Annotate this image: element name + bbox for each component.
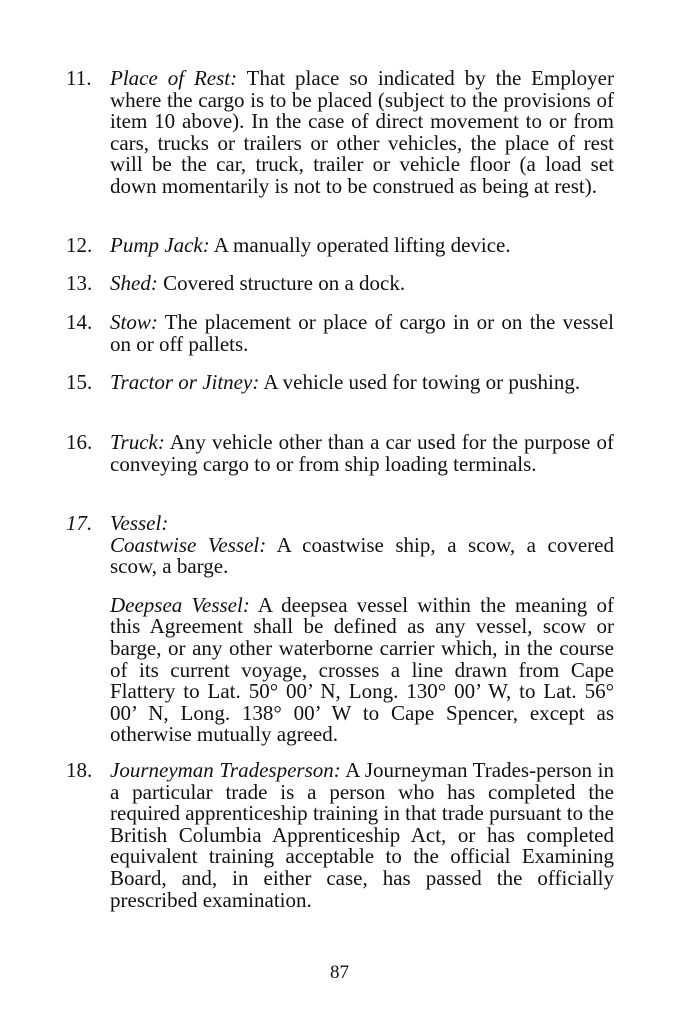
- term: Shed:: [110, 271, 158, 295]
- term: Place of Rest:: [110, 66, 238, 90]
- definition-text: Any vehicle other than a car used for the purpose of conveying cargo to or from ship loading terminals.: [110, 430, 615, 476]
- definition-item-12: [66, 235, 614, 257]
- item-number: 12.: [66, 233, 93, 257]
- definition-item-14: [66, 312, 614, 355]
- definition-text: A manually operated lifting device.: [213, 233, 511, 257]
- sub-definition-deepsea: [110, 592, 614, 747]
- term: Journeyman Tradesperson:: [110, 758, 341, 782]
- term: Truck:: [110, 430, 165, 454]
- sub-term: Deepsea Vessel:: [110, 592, 250, 617]
- definition-text: Covered structure on a dock.: [163, 271, 406, 295]
- item-number: 17.: [66, 511, 93, 535]
- definition-text: The placement or place of cargo in or on the vessel on or off pallets.: [110, 310, 614, 356]
- item-number: 18.: [66, 758, 93, 782]
- sub-definition-coastwise: [110, 532, 614, 579]
- term: Pump Jack:: [110, 233, 210, 257]
- definition-item-13: [66, 273, 614, 295]
- definition-text: A Journeyman Trades-person in a particular trade is a person who has completed the required apprenticeship training in that trade pursuant to the British Columbia Apprenticeship Act, or has completed equivalent training acceptable to the official Examining Board, and, in either case, has passed the officially prescribed examination.: [110, 758, 614, 912]
- definition-item-16: [66, 432, 614, 475]
- term: Vessel:: [110, 511, 169, 535]
- definition-item-15: [66, 372, 614, 394]
- sub-definition-text: A coastwise ship, a scow, a covered scow, a barge.: [110, 532, 614, 579]
- definition-item-18: [66, 760, 614, 911]
- sub-term: Coastwise Vessel:: [110, 532, 267, 557]
- page-number: 87: [330, 962, 349, 983]
- item-number: 16.: [66, 430, 93, 454]
- item-number: 14.: [66, 310, 93, 334]
- item-number: 13.: [66, 271, 93, 295]
- term: Tractor or Jitney:: [110, 370, 260, 394]
- term: Stow:: [110, 310, 158, 334]
- item-number: 15.: [66, 370, 93, 394]
- definition-text: That place so indicated by the Employer where the cargo is to be placed (subject to the provisions of item 10 above). In the case of direct movement to or from cars, trucks or trailers or other vehicles, the place of rest will be the car, truck, trailer or vehicle floor (a load set down momentarily is not to be construed as being at rest).: [110, 66, 614, 198]
- definition-text: A vehicle used for towing or pushing.: [263, 370, 581, 394]
- definition-item-11: [66, 68, 614, 198]
- item-number: 11.: [66, 66, 92, 90]
- definition-item-17: [66, 513, 614, 746]
- sub-definition-text: A deepsea vessel within the meaning of this Agreement shall be defined as any vessel, scow or barge, or any other waterborne carrier which, in the course of its current voyage, crosses a line drawn from Cape Flattery to Lat. 50° 00’ N, Long. 130° 00’ W, to Lat. 56° 00’ N, Long. 138° 00’ W to Cape Spencer, except as otherwise mutually agreed.: [110, 592, 614, 747]
